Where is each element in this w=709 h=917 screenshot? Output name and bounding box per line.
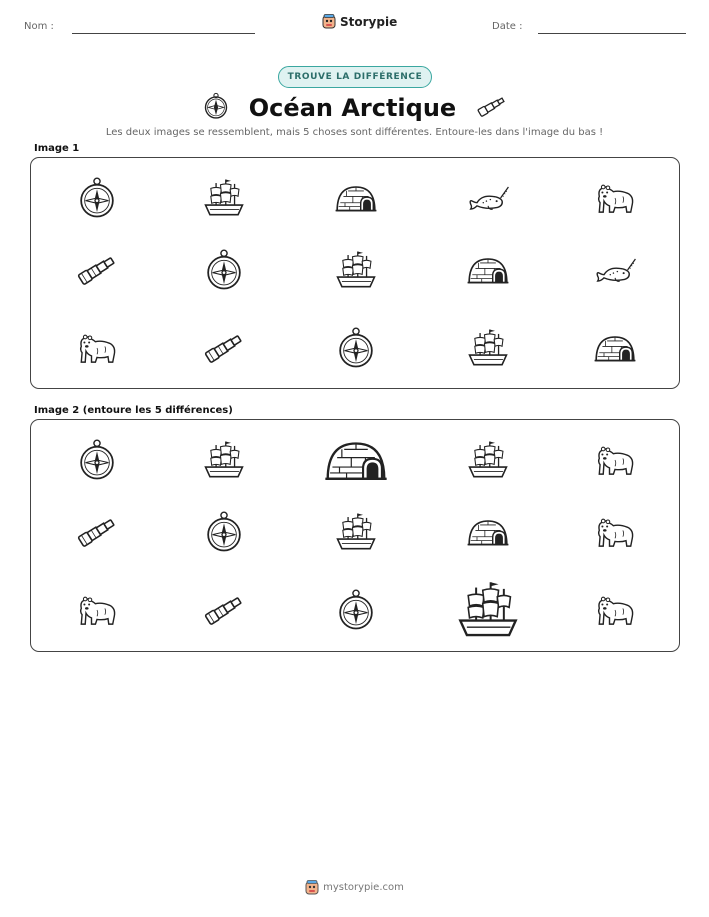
igloo-icon [334,176,378,220]
instructions: Les deux images se ressemblent, mais 5 choses sont différentes. Entoure-les dans l'image du bas ! [105,127,604,138]
compass-icon [202,92,230,124]
page-title: Océan Arctique [248,94,457,122]
brand-logo [322,14,397,29]
ship-icon[interactable] [334,510,378,554]
spyglass-icon [75,248,119,292]
ship-icon [202,176,246,220]
image2-panel[interactable] [30,419,680,652]
spyglass-icon[interactable] [75,510,119,554]
activity-badge: TROUVE LA DIFFÉRENCE [278,66,432,88]
igloo-icon [593,326,637,370]
polar-bear-icon [593,176,637,220]
compass-icon [75,176,119,220]
spyglass-icon [202,326,246,370]
date-label: Date : [492,21,523,32]
spyglass-icon[interactable] [202,588,246,632]
storypie-mascot-icon [322,14,336,29]
brand-name: Storypie [340,14,398,29]
storypie-mascot-icon [305,880,319,895]
name-line[interactable] [72,33,255,34]
image1-panel [30,157,680,389]
igloo-icon [466,248,510,292]
ship-icon [466,326,510,370]
polar-bear-icon[interactable] [593,510,637,554]
ship-icon [334,248,378,292]
polar-bear-icon [75,326,119,370]
image1-label: Image 1 [34,143,80,154]
image2-label: Image 2 (entoure les 5 différences) [34,405,233,416]
igloo-icon[interactable] [466,510,510,554]
compass-icon [202,248,246,292]
ship-icon[interactable] [202,438,246,482]
name-label: Nom : [24,21,54,32]
ship-icon[interactable] [466,438,510,482]
title-row [0,92,709,124]
ship-icon[interactable] [455,577,521,643]
compass-icon[interactable] [202,510,246,554]
footer [0,880,709,895]
compass-icon[interactable] [75,438,119,482]
polar-bear-icon[interactable] [593,588,637,632]
igloo-icon[interactable] [323,427,389,493]
polar-bear-icon[interactable] [75,588,119,632]
spyglass-icon [475,93,507,123]
compass-icon[interactable] [334,588,378,632]
polar-bear-icon[interactable] [593,438,637,482]
footer-url: mystorypie.com [323,882,404,893]
narwhal-icon [466,176,510,220]
narwhal-icon [593,248,637,292]
compass-icon [334,326,378,370]
date-line[interactable] [538,33,686,34]
